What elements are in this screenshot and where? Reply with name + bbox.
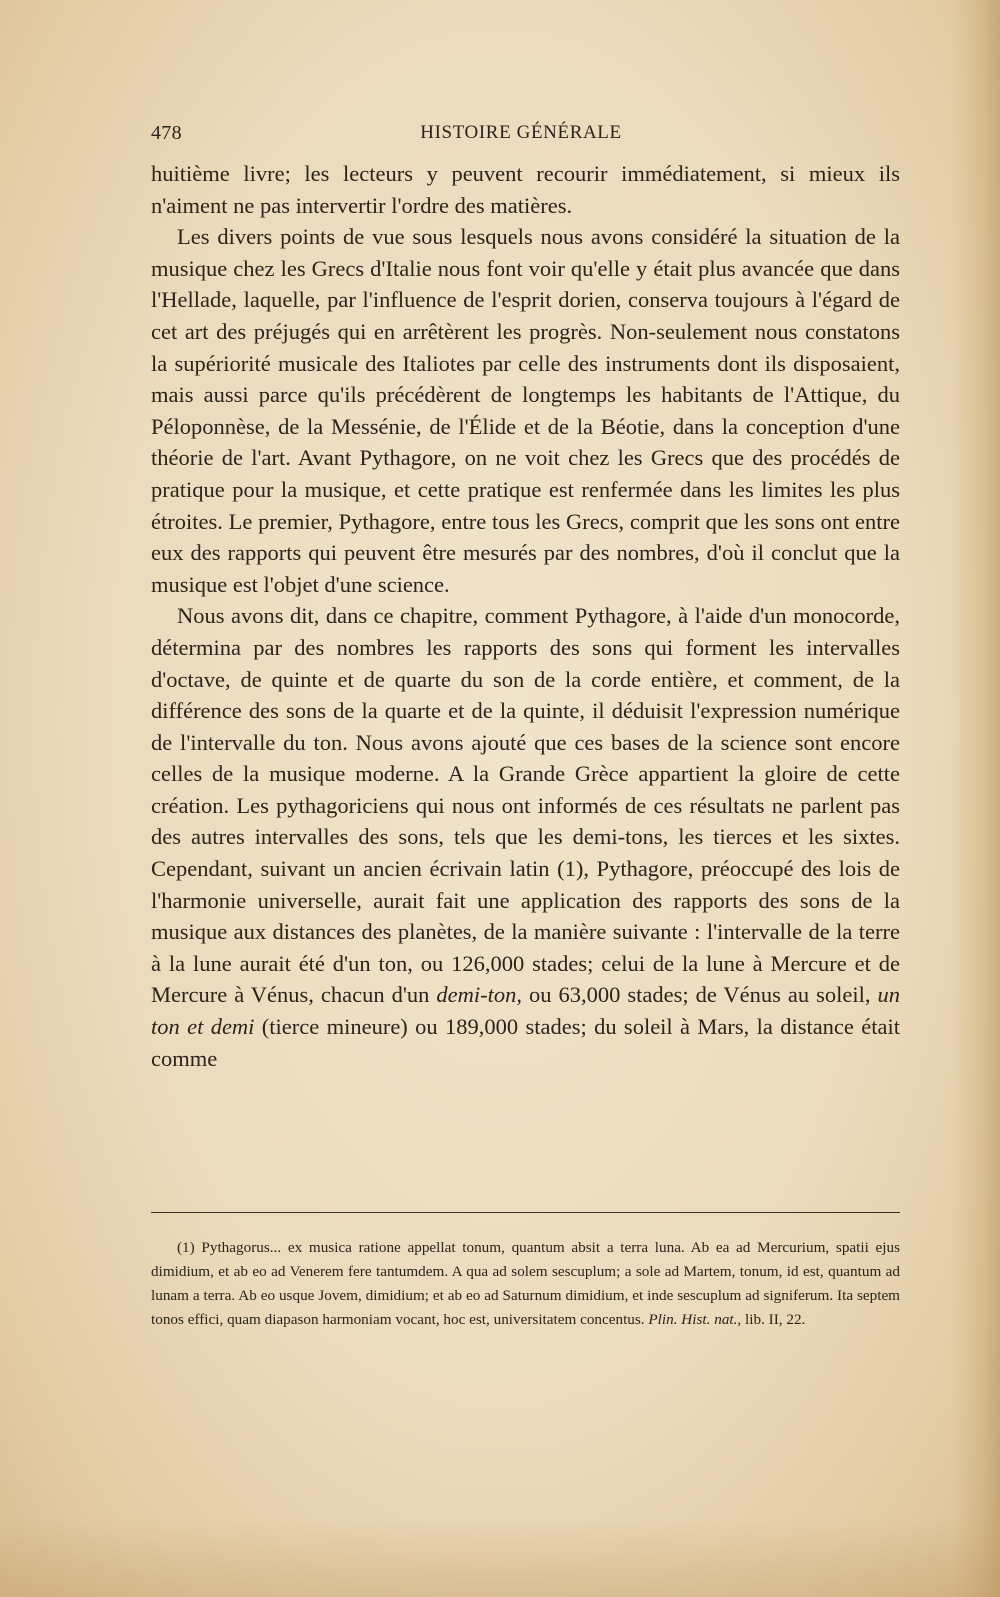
footnote-rule	[151, 1212, 900, 1213]
paragraph-1: huitième livre; les lecteurs y peuvent recourir immédiatement, si mieux ils n'aiment ne pas intervertir l'ordre des matières.	[151, 161, 900, 218]
running-title: HISTOIRE GÉNÉRALE	[420, 122, 622, 143]
footnote	[151, 1236, 900, 1332]
footnote-text: (1) Pythagorus... ex musica ratione appellat tonum, quantum absit a terra luna. Ab ea ad Mercurium, spatii ejus dimidium, et ab eo ad Venerem fere tantumdem. A qua ad solem sescuplum; a sole ad Martem, tonum, id est, quantum ad lunam a terra. Ab eo usque Jovem, dimidium; et ab eo ad Saturnum dimidium, et inde sescuplum ad signiferum. Ita septem tonos effici, quam diapason harmoniam vocant, hoc est, universitatem concentus.	[151, 1239, 900, 1328]
italic-un-ton-et-demi: un ton et demi	[151, 982, 901, 1040]
page-edge-shading	[952, 0, 1000, 1597]
footnote-citation: Plin. Hist. nat.,	[648, 1311, 742, 1328]
paragraph-3-part-c: (tierce mineure) ou 189,000 stades; du soleil à Mars, la distance était comme	[151, 1014, 900, 1071]
body-text	[151, 158, 900, 1074]
paragraph-2: Les divers points de vue sous lesquels nous avons considéré la situation de la musique chez les Grecs d'Italie nous font voir qu'elle y était plus avancée que dans l'Hellade, laquelle, par l'influence de l'esprit dorien, conserva toujours à l'égard de cet art des préjugés qui en arrêtèrent les progrès. Non-seulement nous constatons la supériorité musicale des Italiotes par celle des instruments dont ils disposaient, mais aussi parce qu'ils précédèrent de longtemps les habitants de l'Attique, du Péloponnèse, de la Messénie, de l'Élide et de la Béotie, dans la conception d'une théorie de l'art. Avant Pythagore, on ne voit chez les Grecs que des procédés de pratique pour la musique, et cette pratique est renfermée dans les limites les plus étroites. Le premier, Pythagore, entre tous les Grecs, comprit que les sons ont entre eux des rapports qui peuvent être mesurés par des nombres, d'où il conclut que la musique est l'objet d'une science.	[151, 224, 900, 597]
page-bottom-shading	[0, 1517, 1000, 1597]
paragraph-3-part-b: ou 63,000 stades; de Vénus au soleil,	[522, 982, 871, 1008]
paragraph-3	[151, 600, 900, 1074]
paragraph-3-part-a: Nous avons dit, dans ce chapitre, comment Pythagore, à l'aide d'un monocorde, détermina par des nombres les rapports des sons qui forment les intervalles d'octave, de quinte et de quarte du son de la corde entière, et comment, de la différence des sons de la quarte et de la quinte, il déduisit l'expression numérique de l'intervalle du ton. Nous avons ajouté que ces bases de la science sont encore celles de la musique moderne. A la Grande Grèce appartient la gloire de cette création. Les pythagoriciens qui nous ont informés de ces résultats ne parlent pas des autres intervalles des sons, tels que les demi-tons, les tierces et les sixtes. Cependant, suivant un ancien écrivain latin (1), Pythagore, préoccupé des lois de l'harmonie universelle, aurait fait une application des rapports des sons de la musique aux distances des planètes, de la manière suivante : l'intervalle de la terre à la lune aurait été d'un ton, ou 126,000 stades; celui de la lune à Mercure et de Mercure à Vénus, chacun d'un	[151, 603, 900, 1008]
running-head	[151, 118, 891, 146]
footnote-citation-end: lib. II, 22.	[745, 1311, 806, 1328]
page-number: 478	[151, 122, 182, 144]
italic-demi-ton: demi-ton,	[436, 982, 522, 1008]
